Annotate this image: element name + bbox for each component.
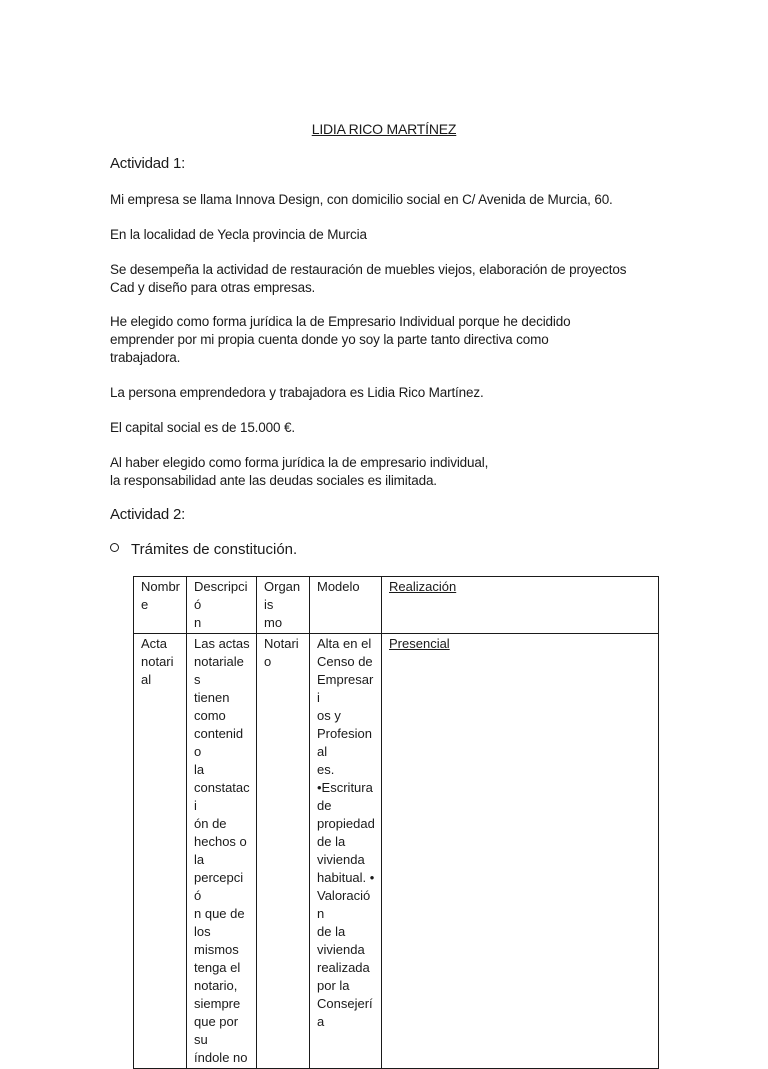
cell-realizacion: Presencial xyxy=(382,634,659,1069)
paragraph-location: En la localidad de Yecla provincia de Murcia xyxy=(110,227,367,242)
header-realizacion: Realización xyxy=(382,577,659,634)
activity-2-heading: Actividad 2: xyxy=(110,506,186,523)
table-row xyxy=(134,634,659,1069)
circle-bullet-icon xyxy=(110,543,119,552)
header-modelo: Modelo xyxy=(310,577,382,634)
table-header-row xyxy=(134,577,659,634)
header-nombre: Nombre xyxy=(134,577,187,634)
activity-1-heading: Actividad 1: xyxy=(110,155,186,172)
cell-nombre: Acta notarial xyxy=(134,634,187,1069)
cell-descripcion: Las actas notariales tienen como contenido la constataci ón de hechos o la percepció n que de los mismos tenga el notario, siempre que por su índole no xyxy=(187,634,257,1069)
header-organismo: Organis mo xyxy=(257,577,310,634)
paragraph-company-name: Mi empresa se llama Innova Design, con domicilio social en C/ Avenida de Murcia, 60. xyxy=(110,192,613,207)
document-title: LIDIA RICO MARTÍNEZ xyxy=(311,121,457,137)
paragraph-entrepreneur: La persona emprendedora y trabajadora es Lidia Rico Martínez. xyxy=(110,385,484,400)
paragraph-legal-form: He elegido como forma jurídica la de Empresario Individual porque he decidido emprender por mi propia cuenta donde yo soy la parte tanto directiva como trabajadora. xyxy=(110,314,571,365)
bullet-text: Trámites de constitución. xyxy=(131,541,298,558)
header-descripcion: Descripció n xyxy=(187,577,257,634)
cell-organismo: Notario xyxy=(257,634,310,1069)
bullet-item xyxy=(110,541,297,558)
paragraph-activity: Se desempeña la actividad de restauración de muebles viejos, elaboración de proyectos Cad y diseño para otras empresas. xyxy=(110,262,627,295)
procedures-table xyxy=(133,576,659,1069)
paragraph-liability: Al haber elegido como forma jurídica la de empresario individual, la responsabilidad ante las deudas sociales es ilimitada. xyxy=(110,455,489,488)
cell-modelo: Alta en el Censo de Empresari os y Profesional es. •Escritura de propiedad de la vivienda habitual. • Valoración de la vivienda realizada por la Consejería xyxy=(310,634,382,1069)
paragraph-capital: El capital social es de 15.000 €. xyxy=(110,420,295,435)
